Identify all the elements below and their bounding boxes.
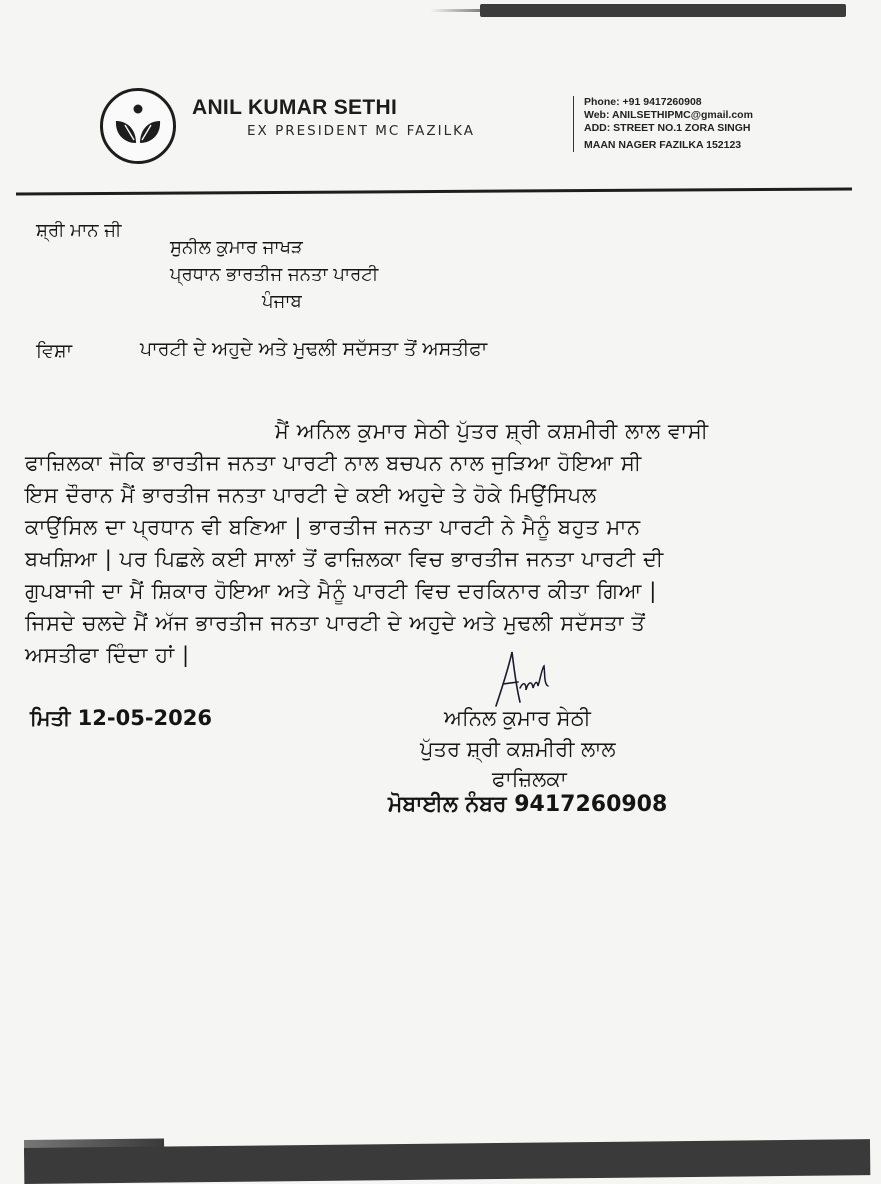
- body-line: ਬਖਸ਼ਿਆ | ਪਰ ਪਿਛਲੇ ਕਈ ਸਾਲਾਂ ਤੋਂ ਫਾਜ਼ਿਲਕਾ ਵਿਚ ਭਾਰਤੀਜ ਜਨਤਾ ਪਾਰਟੀ ਦੀ: [25, 547, 664, 571]
- top-decorative-band: [480, 4, 846, 17]
- bottom-decorative-band: [24, 1139, 870, 1184]
- letterhead-contact-block: [573, 96, 854, 152]
- recipient-state: ਪੰਜਾਬ: [262, 291, 302, 312]
- letterhead-title: EX PRESIDENT MC FAZILKA: [247, 123, 475, 139]
- recipient-name: ਸੁਨੀਲ ਕੁਮਾਰ ਜਾਖੜ: [170, 237, 303, 258]
- body-line: ਮੈਂ ਅਨਿਲ ਕੁਮਾਰ ਸੇਠੀ ਪੁੱਤਰ ਸ਼੍ਰੀ ਕਸ਼ਮੀਰੀ ਲਾਲ ਵਾਸੀ: [275, 419, 709, 443]
- contact-address-line1: ADD: STREET NO.1 ZORA SINGH: [584, 122, 751, 134]
- contact-phone: Phone: +91 9417260908: [584, 96, 702, 108]
- salutation: ਸ਼੍ਰੀ ਮਾਨ ਜੀ: [36, 220, 122, 241]
- body-line: ਕਾਉਂਸਿਲ ਦਾ ਪ੍ਰਧਾਨ ਵੀ ਬਣਿਆ | ਭਾਰਤੀਜ ਜਨਤਾ ਪਾਰਟੀ ਨੇ ਮੈਨੂੰ ਬਹੁਤ ਮਾਨ: [25, 515, 641, 539]
- body-line: ਇਸ ਦੌਰਾਨ ਮੈਂ ਭਾਰਤੀਜ ਜਨਤਾ ਪਾਰਟੀ ਦੇ ਕਈ ਅਹੁਦੇ ਤੇ ਹੋਕੇ ਮਿਉਂਸਿਪਲ: [25, 483, 597, 507]
- signatory-parent: ਪੁੱਤਰ ਸ਼੍ਰੀ ਕਸ਼ਮੀਰੀ ਲਾਲ: [420, 737, 616, 761]
- leaves-logo-icon: [100, 88, 176, 164]
- recipient-title: ਪ੍ਰਧਾਨ ਭਾਰਤੀਜ ਜਨਤਾ ਪਾਰਟੀ: [170, 264, 379, 285]
- leaves-icon: [103, 91, 173, 161]
- signatory-name: ਅਨਿਲ ਕੁਮਾਰ ਸੇਠੀ: [444, 706, 591, 730]
- body-line: ਗੁਪਬਾਜੀ ਦਾ ਮੈਂ ਸ਼ਿਕਾਰ ਹੋਇਆ ਅਤੇ ਮੈਨੂੰ ਪਾਰਟੀ ਵਿਚ ਦਰਕਿਨਾਰ ਕੀਤਾ ਗਿਆ |: [25, 579, 657, 603]
- letter-date: ਮਿਤੀ 12-05-2026: [30, 706, 212, 730]
- body-line: ਫਾਜ਼ਿਲਕਾ ਜੋਕਿ ਭਾਰਤੀਜ ਜਨਤਾ ਪਾਰਟੀ ਨਾਲ ਬਚਪਨ ਨਾਲ ਜੁੜਿਆ ਹੋਇਆ ਸੀ: [25, 451, 642, 475]
- contact-address-line2: MAAN NAGER FAZILKA 152123: [584, 139, 742, 151]
- letterhead-divider: [16, 187, 852, 195]
- signatory-city: ਫਾਜ਼ਿਲਕਾ: [492, 767, 567, 791]
- letterhead-name: ANIL KUMAR SETHI: [192, 96, 398, 119]
- signatory-mobile: ਮੋਬਾਈਲ ਨੰਬਰ 9417260908: [388, 792, 668, 817]
- body-line: ਜਿਸਦੇ ਚਲਦੇ ਮੈਂ ਅੱਜ ਭਾਰਤੀਜ ਜਨਤਾ ਪਾਰਟੀ ਦੇ ਅਹੁਦੇ ਅਤੇ ਮੁਢਲੀ ਸਦੱਸਤਾ ਤੋਂ: [25, 611, 646, 635]
- body-line: ਅਸਤੀਫਾ ਦਿੰਦਾ ਹਾਂ |: [25, 643, 190, 667]
- subject-text: ਪਾਰਟੀ ਦੇ ਅਹੁਦੇ ਅਤੇ ਮੁਢਲੀ ਸਦੱਸਤਾ ਤੋਂ ਅਸਤੀਫਾ: [140, 338, 488, 360]
- contact-web: Web: ANILSETHIPMC@gmail.com: [584, 109, 753, 121]
- subject-label: ਵਿਸ਼ਾ: [36, 340, 73, 362]
